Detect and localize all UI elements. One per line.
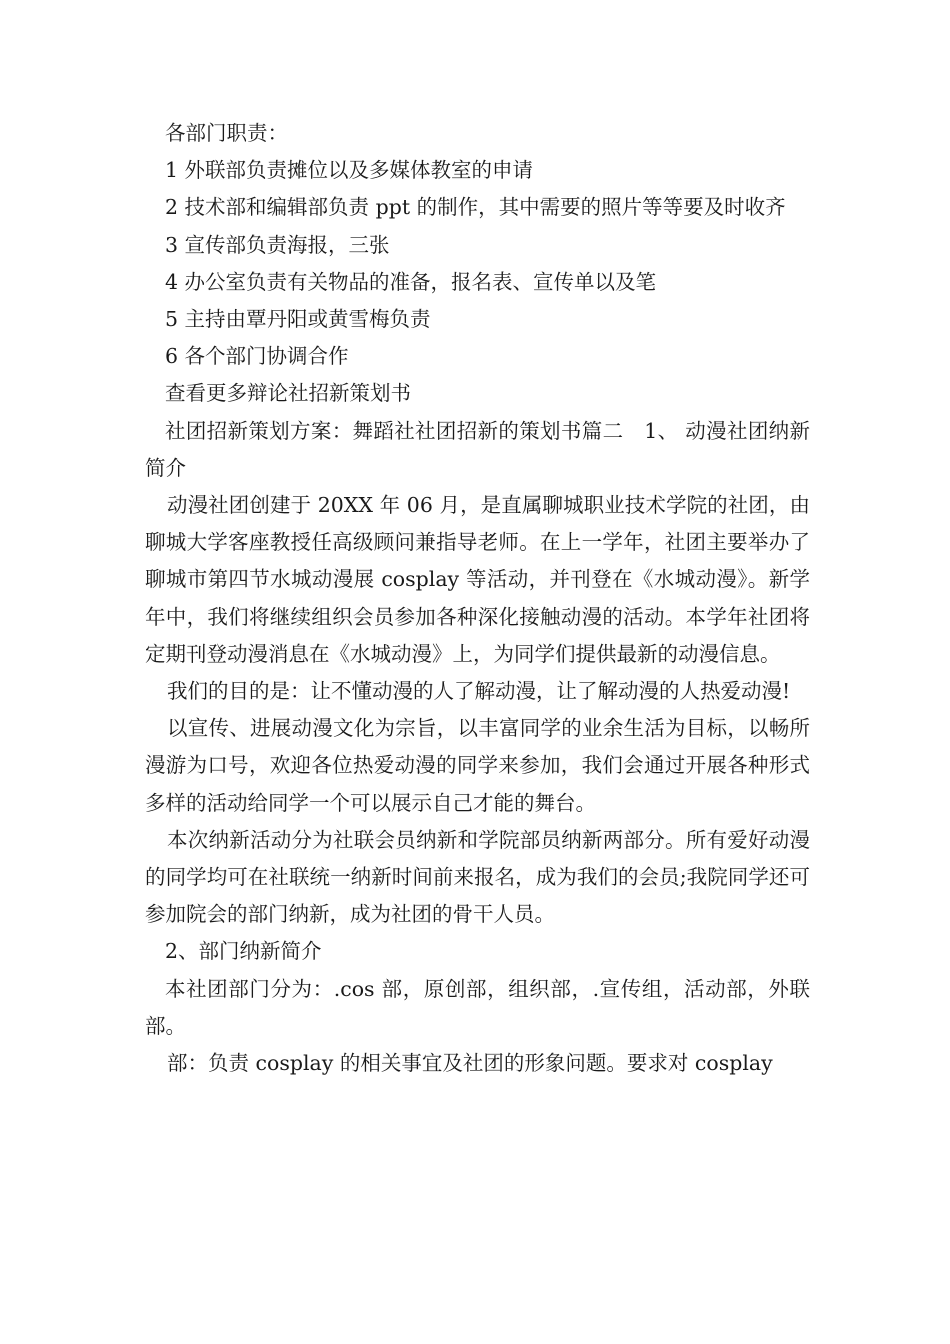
paragraph-item-2: 2 技术部和编辑部负责 ppt 的制作，其中需要的照片等等要及时收齐 [165,195,786,220]
paragraph-plan-title: 社团招新策划方案：舞蹈社社团招新的策划书篇二 1、 动漫社团纳新简介 [145,418,810,480]
paragraph-item-3: 3 宣传部负责海报，三张 [165,232,390,257]
paragraph-item-6: 6 各个部门协调合作 [165,344,349,369]
paragraph-item-1: 1 外联部负责摊位以及多媒体教室的申请 [165,158,534,183]
paragraph-dept-list: 本社团部门分为：.cos 部，原创部，组织部，.宣传组，活动部，外联部。 [145,976,810,1038]
paragraph-item-5: 5 主持由覃丹阳或黄雪梅负责 [165,307,431,332]
paragraph-dept-intro-heading: 2、部门纳新简介 [165,939,322,964]
paragraph-see-more: 查看更多辩论社招新策划书 [165,381,411,406]
paragraph-club-intro: 动漫社团创建于 20XX 年 06 月，是直属聊城职业技术学院的社团，由聊城大学客座教授任高级顾问兼指导老师。在上一学年，社团主要举办了聊城市第四节水城动漫展 cosplay 等活动，并刊登在《水城动漫》。新学年中，我们将继续组织会员参加各种深化接触动漫的活动。本学年社团将定期刊登动漫消息在《水城动漫》上，为同学们提供最新的动漫信息。 [145,493,810,666]
paragraph-purpose: 我们的目的是：让不懂动漫的人了解动漫，让了解动漫的人热爱动漫! [167,679,791,704]
paragraph-mission: 以宣传、进展动漫文化为宗旨，以丰富同学的业余生活为目标，以畅所漫游为口号，欢迎各位热爱动漫的同学来参加，我们会通过开展各种形式多样的活动给同学一个可以展示自己才能的舞台。 [145,716,810,815]
paragraph-dept-duties-heading: 各部门职责： [165,121,288,145]
paragraph-item-4: 4 办公室负责有关物品的准备，报名表、宣传单以及笔 [165,269,657,294]
paragraph-cos-dept: 部：负责 cosplay 的相关事宜及社团的形象问题。要求对 cosplay [167,1051,773,1076]
document-body [145,115,810,1082]
paragraph-recruitment: 本次纳新活动分为社联会员纳新和学院部员纳新两部分。所有爱好动漫的同学均可在社联统一纳新时间前来报名，成为我们的会员;我院同学还可参加院会的部门纳新，成为社团的骨干人员。 [145,827,810,927]
